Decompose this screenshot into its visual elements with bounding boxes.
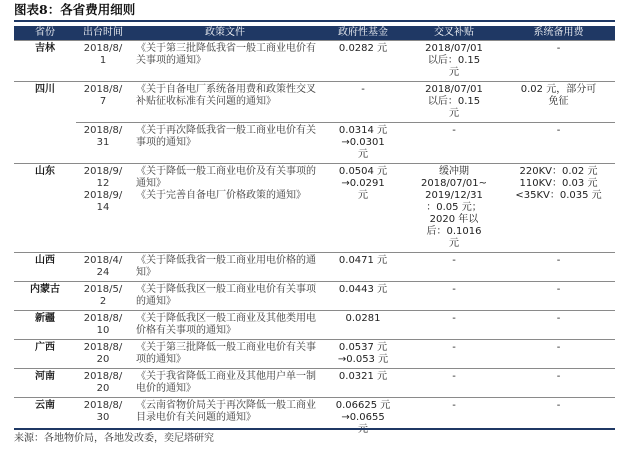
cell-date: 2018/9/ 12 2018/9/ 14 (76, 164, 130, 253)
cell-cross-subsidy: - (406, 369, 502, 398)
cell-cross-subsidy: - (406, 253, 502, 282)
cell-gov-fund: 0.0282 元 (320, 41, 406, 82)
cell-date: 2018/8/ 7 (76, 82, 130, 123)
cell-province: 河南 (14, 369, 76, 398)
cell-province: 广西 (14, 340, 76, 369)
cell-gov-fund: 0.0537 元 →0.053 元 (320, 340, 406, 369)
cell-backup-fee: - (502, 282, 615, 311)
cell-date: 2018/8/ 10 (76, 311, 130, 340)
cell-cross-subsidy: 2018/07/01 以后：0.15 元 (406, 82, 502, 123)
cell-policy-doc: 《关于降低我区一般工商业电价有关事项的通知》 (130, 282, 320, 311)
cell-province: 山西 (14, 253, 76, 282)
cell-policy-doc: 《关于降低一般工商业电价及有关事项的通知》 《关于完善自备电厂价格政策的通知》 (130, 164, 320, 253)
cell-date: 2018/8/ 20 (76, 369, 130, 398)
cell-backup-fee: - (502, 311, 615, 340)
table-row (14, 123, 615, 164)
cell-gov-fund: 0.0281 (320, 311, 406, 340)
cell-backup-fee: 220KV：0.02 元 110KV：0.03 元 <35KV：0.035 元 (502, 164, 615, 253)
top-rule (14, 20, 615, 22)
cell-cross-subsidy: 缓冲期 2018/07/01~ 2019/12/31 ：0.05 元； 2020 年以 后：0.1016 元 (406, 164, 502, 253)
header-policy-doc: 政策文件 (130, 26, 320, 41)
table-row (14, 41, 615, 82)
cell-backup-fee: - (502, 369, 615, 398)
cell-province: 山东 (14, 164, 76, 253)
cell-province: 新疆 (14, 311, 76, 340)
header-cross-subsidy: 交叉补贴 (406, 26, 502, 41)
figure-title: 图表8：各省费用细则 (14, 2, 136, 17)
cell-province: 吉林 (14, 41, 76, 82)
cell-cross-subsidy: - (406, 123, 502, 164)
cell-gov-fund: 0.0504 元 →0.0291 元 (320, 164, 406, 253)
cell-backup-fee: - (502, 340, 615, 369)
cell-policy-doc: 《关于再次降低我省一般工商业电价有关事项的通知》 (130, 123, 320, 164)
cell-province: 四川 (14, 82, 76, 164)
cell-date: 2018/4/ 24 (76, 253, 130, 282)
cell-policy-doc: 《关于降低我区一般工商业及其他类用电价格有关事项的通知》 (130, 311, 320, 340)
cell-backup-fee: - (502, 123, 615, 164)
table-row (14, 82, 615, 123)
policy-table (14, 26, 615, 438)
cell-date: 2018/8/ 30 (76, 398, 130, 439)
cell-date: 2018/8/ 31 (76, 123, 130, 164)
cell-policy-doc: 《关于降低我省一般工商业用电价格的通知》 (130, 253, 320, 282)
cell-policy-doc: 《关于我省降低工商业及其他用户单一制电价的通知》 (130, 369, 320, 398)
cell-backup-fee: 0.02 元，部分可 免征 (502, 82, 615, 123)
cell-date: 2018/8/ 1 (76, 41, 130, 82)
table-header-row (14, 26, 615, 41)
cell-province: 内蒙古 (14, 282, 76, 311)
source-note: 来源：各地物价局，各地发改委，奕尼塔研究 (14, 433, 214, 444)
cell-cross-subsidy: - (406, 311, 502, 340)
cell-cross-subsidy: - (406, 340, 502, 369)
table-row (14, 282, 615, 311)
cell-cross-subsidy: - (406, 282, 502, 311)
table-row (14, 253, 615, 282)
cell-gov-fund: - (320, 82, 406, 123)
header-gov-fund: 政府性基金 (320, 26, 406, 41)
bottom-rule (14, 428, 615, 430)
cell-gov-fund: 0.0443 元 (320, 282, 406, 311)
cell-cross-subsidy: 2018/07/01 以后：0.15 元 (406, 41, 502, 82)
cell-date: 2018/5/ 2 (76, 282, 130, 311)
cell-backup-fee: - (502, 398, 615, 439)
cell-province: 云南 (14, 398, 76, 439)
cell-gov-fund: 0.0314 元 →0.0301 元 (320, 123, 406, 164)
cell-date: 2018/8/ 20 (76, 340, 130, 369)
cell-policy-doc: 《云南省物价局关于再次降低一般工商业目录电价有关问题的通知》 (130, 398, 320, 439)
table-row (14, 164, 615, 253)
cell-policy-doc: 《关于自备电厂系统备用费和政策性交叉补贴征收标准有关问题的通知》 (130, 82, 320, 123)
cell-gov-fund: 0.0471 元 (320, 253, 406, 282)
table-row (14, 340, 615, 369)
table-row (14, 369, 615, 398)
header-province: 省份 (14, 26, 76, 41)
header-backup-fee: 系统备用费 (502, 26, 615, 41)
cell-policy-doc: 《关于第三批降低我省一般工商业电价有关事项的通知》 (130, 41, 320, 82)
cell-cross-subsidy: - (406, 398, 502, 439)
table-row (14, 311, 615, 340)
cell-gov-fund: 0.0321 元 (320, 369, 406, 398)
cell-gov-fund: 0.06625 元 →0.0655 (320, 398, 406, 439)
cell-backup-fee: - (502, 41, 615, 82)
cell-backup-fee: - (502, 253, 615, 282)
header-date: 出台时间 (76, 26, 130, 41)
cell-policy-doc: 《关于第三批降低一般工商业电价有关事项的通知》 (130, 340, 320, 369)
